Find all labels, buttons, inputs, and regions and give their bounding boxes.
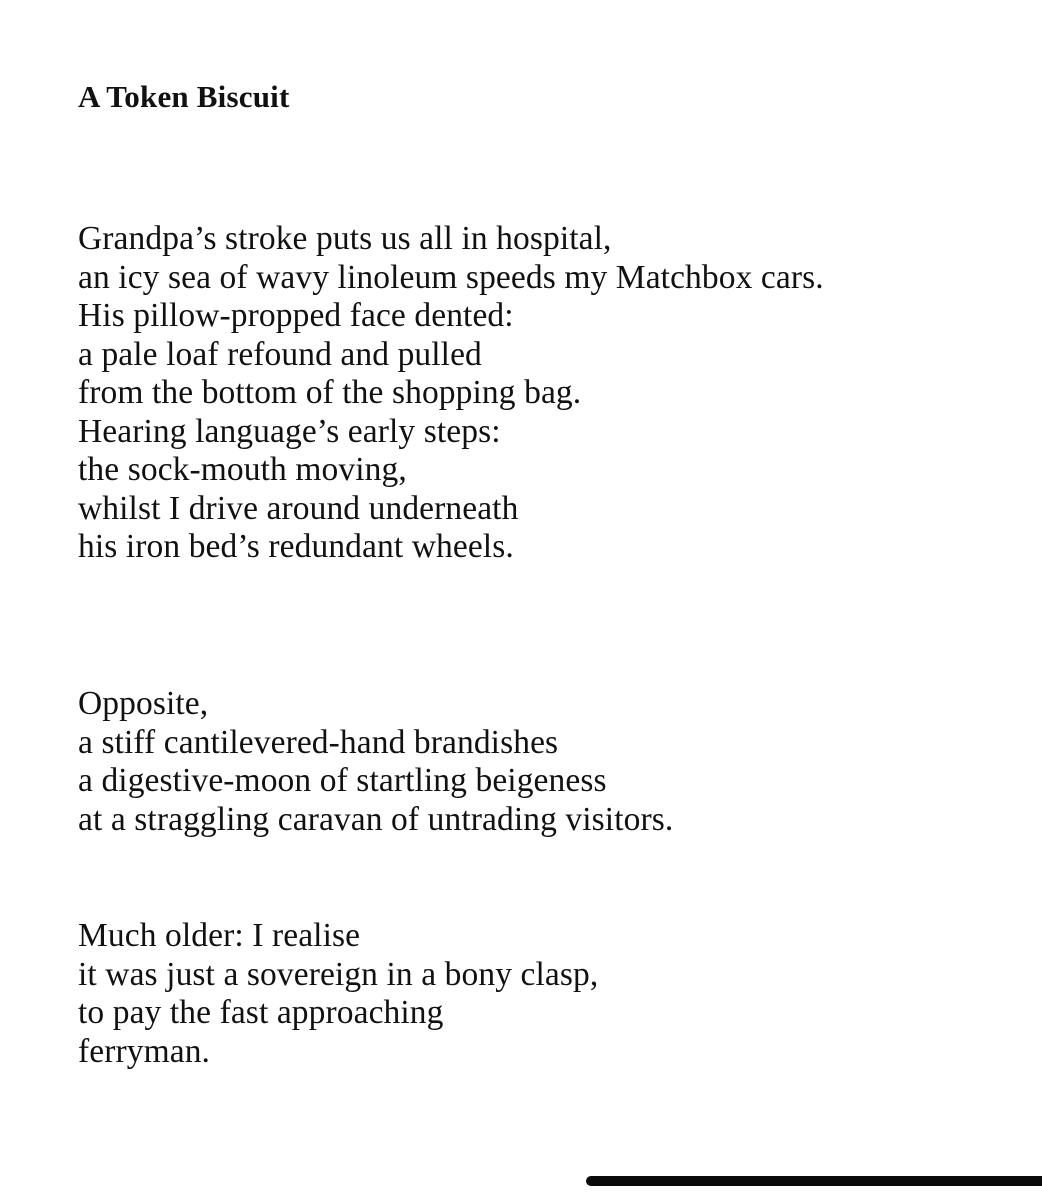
stanza-3	[78, 917, 598, 1071]
poem-line: Hearing language’s early steps:	[78, 412, 501, 450]
poem-line: whilst I drive around underneath	[78, 489, 519, 527]
poem-line: a digestive-moon of startling beigeness	[78, 762, 607, 799]
poem-line: an icy sea of wavy linoleum speeds my Matchbox cars.	[78, 258, 824, 296]
stanza-1	[78, 220, 824, 567]
home-indicator[interactable]	[586, 1176, 1042, 1186]
poem-line: to pay the fast approaching	[78, 994, 444, 1031]
poem-title: A Token Biscuit	[78, 79, 290, 114]
poem-line: it was just a sovereign in a bony clasp,	[78, 955, 599, 993]
poem-line: His pillow-propped face dented:	[78, 297, 514, 334]
poem-line: from the bottom of the shopping bag.	[78, 374, 582, 411]
poem-line: the sock-mouth moving,	[78, 451, 407, 488]
poem-line: a pale loaf refound and pulled	[78, 335, 482, 373]
poem-line: Opposite,	[78, 685, 209, 722]
poem-line: Grandpa’s stroke puts us all in hospital,	[78, 220, 612, 257]
poem-line: ferryman.	[78, 1032, 211, 1070]
poem-line: a stiff cantilevered-hand brandishes	[78, 723, 559, 761]
poem-line: Much older: I realise	[78, 917, 361, 954]
poem-line: his iron bed’s redundant wheels.	[78, 528, 514, 565]
poem-line: at a straggling caravan of untrading visitors.	[78, 800, 674, 838]
stanza-2	[78, 685, 673, 839]
